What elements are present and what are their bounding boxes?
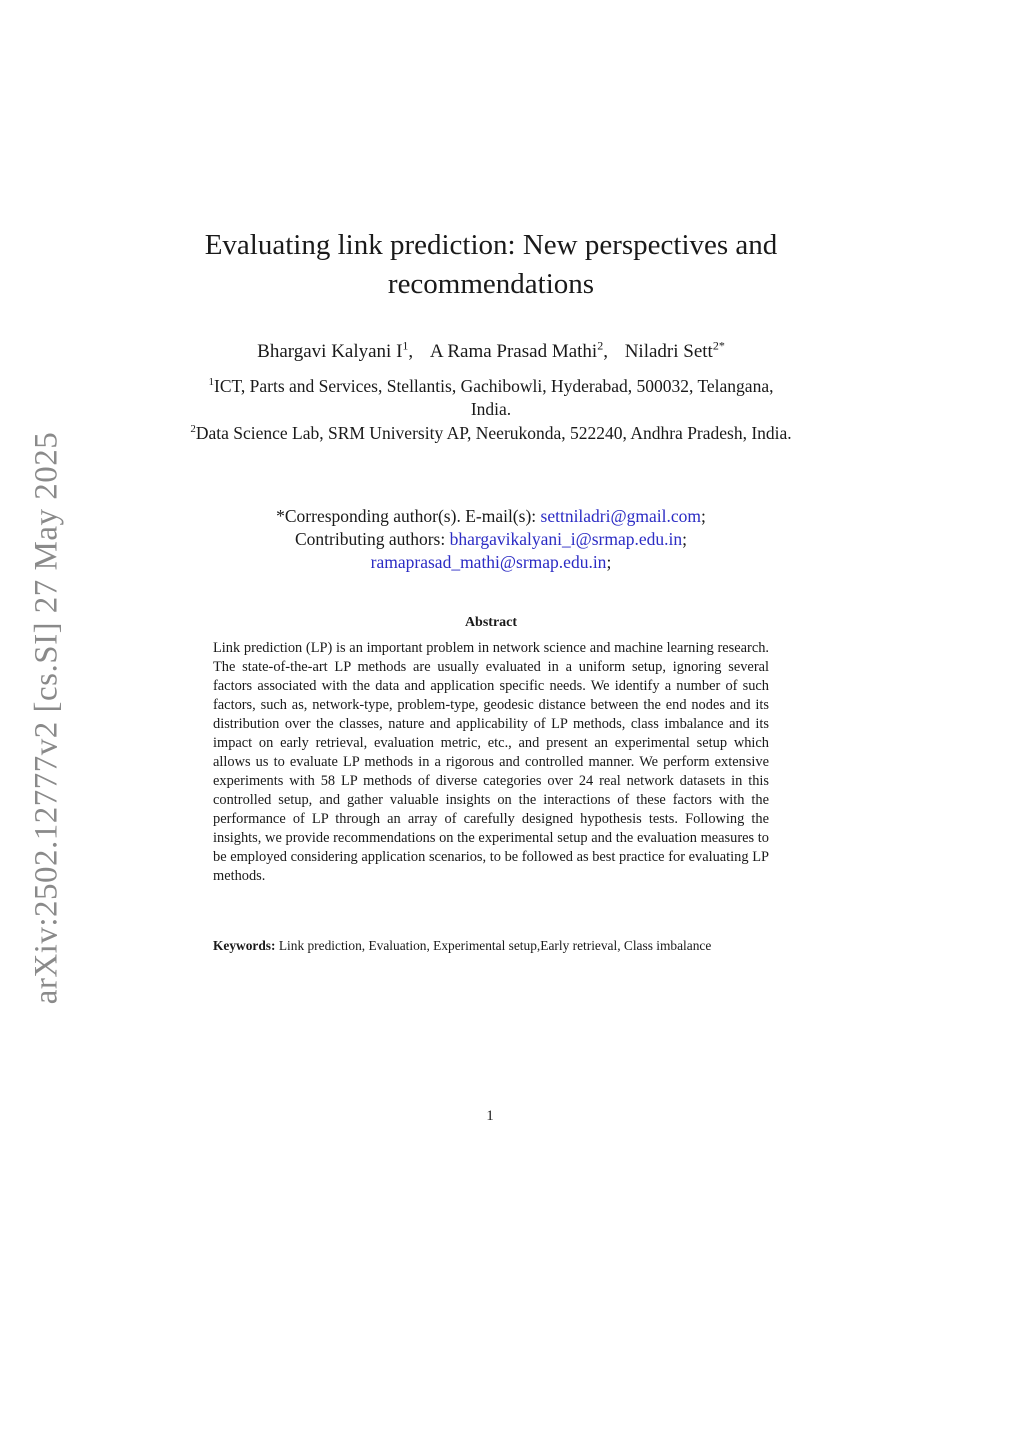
abstract-heading: Abstract [464,615,518,630]
email-separator: ; [700,506,706,526]
affiliation-2 [190,418,792,445]
author-3 [625,341,725,362]
arxiv-identifier: arXiv:2502.12777v2 [cs.SI] 27 May 2025 [28,431,65,1005]
corresponding-email-link[interactable]: settniladri@gmail.com [540,506,701,526]
contributing-authors-line [190,528,792,551]
author-2: A Rama Prasad Mathi$^2$, [429,339,608,363]
contributing-email-link-2[interactable]: ramaprasad_mathi@srmap.edu.in [370,552,607,572]
author-affil-marker: 2 [597,339,604,353]
affiliation-marker: 2 [190,423,196,435]
affiliation-1 [190,371,792,421]
page-number: 1 [486,1108,494,1124]
keywords-text: Link prediction, Evaluation, Experimental setup,Early retrieval, Class imbalance [278,938,712,953]
email-separator: ; [682,529,687,549]
author-affil-marker: 2* [712,339,725,353]
author-name: Niladri Sett [624,341,713,363]
affiliation-text: Data Science Lab, SRM University AP, Neerukonda, 522240, Andhra Pradesh, India. [195,422,792,443]
author-list [140,334,842,364]
author-1: Bhargavi Kalyani $I^1$, [257,339,414,363]
paper-title: Evaluating link prediction: New perspectives and recommendations [204,229,778,300]
contributing-prefix: Contributing authors: [295,529,446,549]
keywords-label: Keywords: [213,938,276,953]
keywords [213,937,769,954]
email-separator: ; [606,552,612,572]
contributing-email-link-1[interactable]: bhargavikalyani_i@srmap.edu.in [449,529,683,549]
corresponding-author-line [190,505,792,528]
contact-block [190,505,792,574]
author-name: Bhargavi Kalyani I [257,341,403,363]
author-name: A Rama Prasad Mathi [429,341,598,363]
corresponding-prefix: *Corresponding author(s). E-mail(s): [276,506,537,526]
affiliation-text: ICT, Parts and Services, Stellantis, Gachibowli, Hyderabad, 500032, Telangana, India. [214,375,774,419]
abstract-text: Link prediction (LP) is an important problem in network science and machine learning research. The state-of-the-art LP methods are usually evaluated in a uniform setup, ignoring several factors associated with the data and application specific needs. We identify a number of such factors, such as, network-type, problem-type, geodesic distance between the end nodes and its distribution over the classes, nature and applicability of LP methods, class imbalance and its impact on early retrieval, evaluation metric, etc., and present an experimental setup which allows us to evaluate LP methods in a rigorous and controlled manner. We perform extensive experiments with 58 LP methods of diverse categories over 24 real network datasets in this controlled setup, and gather valuable insights on the interactions of these factors with the performance of LP through an array of carefully designed hypothesis tests. Following the insights, we provide recommendations on the experimental setup and the evaluation measures to be employed considering application scenarios, to be followed as best practice for evaluating LP methods. [213,640,769,884]
affiliation-marker: 1 [208,376,215,388]
author-affil-marker: 1 [402,339,409,353]
contributing-email-line [190,551,792,574]
